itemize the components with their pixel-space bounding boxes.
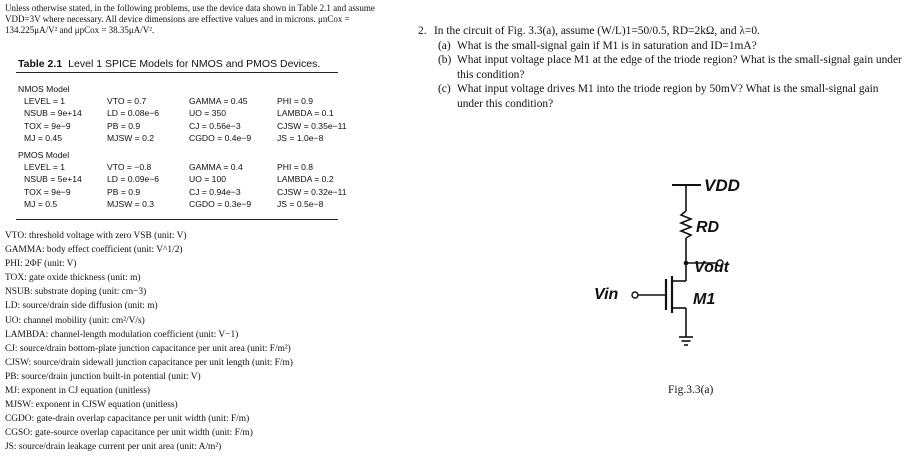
problem-parts: [438, 39, 903, 112]
spice-param: NSUB = 5e+14: [24, 174, 82, 185]
spice-param: MJ = 0.5: [24, 199, 58, 210]
spice-param: LEVEL = 1: [24, 96, 66, 106]
definition-line: PB: source/drain junction built-in potential (unit: V): [5, 371, 201, 382]
definition-line: CGSO: gate-source overlap capacitance per unit width (unit: F/m): [5, 428, 253, 439]
spice-param: CGDO = 0.4e−9: [189, 133, 252, 144]
definition-line: JS: source/drain leakage current per unit area (unit: A/m²): [5, 442, 222, 453]
vout-label: Vout: [694, 259, 729, 276]
table-bottom-rule: [16, 219, 338, 220]
table-number: Table 2.1: [18, 58, 63, 70]
spice-param: NSUB = 9e+14: [24, 108, 82, 119]
definition-line: CGDO: gate-drain overlap capacitance per unit width (unit: F/m): [5, 414, 250, 425]
m1-label: M1: [693, 291, 716, 308]
spice-param: LAMBDA = 0.1: [277, 108, 334, 119]
definition-line: NSUB: substrate doping (unit: cm−3): [5, 287, 147, 298]
spice-param: JS = 0.5e−8: [277, 199, 324, 210]
spice-param: LEVEL = 1: [24, 162, 66, 172]
spice-param: PB = 0.9: [107, 186, 141, 197]
definition-line: VTO: threshold voltage with zero VSB (unit: V): [5, 231, 187, 241]
spice-param: GAMMA = 0.45: [189, 96, 248, 106]
spice-param: CJ = 0.56e−3: [189, 120, 241, 131]
spice-model-table: [18, 84, 348, 219]
part-tag: (c): [438, 83, 451, 96]
spice-param: CGDO = 0.3e−9: [189, 199, 252, 210]
spice-param: PB = 0.9: [107, 120, 141, 131]
definition-line: CJ: source/drain bottom-plate junction capacitance per unit area (unit: F/m²): [5, 343, 291, 354]
spice-param: GAMMA = 0.4: [189, 162, 243, 172]
nmos-model-label: NMOS Model: [18, 84, 70, 94]
definition-line: GAMMA: body effect coefficient (unit: V^1/2): [5, 245, 183, 256]
definition-line: UO: channel mobility (unit: cm²/V/s): [5, 315, 145, 326]
spice-param: UO = 350: [189, 108, 227, 119]
spice-param: LD = 0.08e−6: [107, 108, 160, 119]
problem-number: 2.: [418, 25, 427, 37]
spice-param: PHI = 0.9: [277, 96, 314, 106]
definition-line: LD: source/drain side diffusion (unit: m): [5, 301, 158, 312]
vin-label: Vin: [594, 286, 619, 303]
spice-param: MJSW = 0.3: [107, 199, 155, 210]
spice-param: LD = 0.09e−6: [107, 174, 160, 185]
rd-resistor: [681, 211, 691, 238]
table-title: Level 1 SPICE Models for NMOS and PMOS Devices.: [68, 58, 321, 70]
definition-line: PHI: 2ΦF (unit: V): [5, 259, 77, 270]
part-text: What is the small-signal gain if M1 is in saturation and ID=1mA?: [457, 39, 757, 52]
spice-param: MJ = 0.45: [24, 133, 62, 144]
spice-param: CJ = 0.94e−3: [189, 186, 241, 197]
spice-param: VTO = −0.8: [107, 162, 152, 172]
table-top-rule: [16, 72, 338, 73]
part-tag: (b): [438, 54, 452, 67]
definition-line: LAMBDA: channel-length modulation coefficient (unit: V−1): [5, 329, 239, 340]
figure-caption: Fig.3.3(a): [668, 384, 714, 396]
definition-line: MJSW: exponent in CJSW equation (unitless): [5, 400, 178, 411]
part-text: What input voltage place M1 at the edge of the triode region? What is the small-signal gain under this condition?: [457, 54, 902, 81]
spice-param: JS = 1.0e−8: [277, 133, 324, 144]
definition-line: TOX: gate oxide thickness (unit: m): [5, 273, 141, 284]
spice-param: TOX = 9e−9: [24, 186, 71, 197]
intro-paragraph: Unless otherwise stated, in the following problems, use the device data shown in Table 2.1 and assume VDD=3V where necessary. All device dimensions are effective values and in microns. μnCox = 134.225μA/V² and μpCox = 38.35μA/V².: [5, 3, 375, 35]
vdd-label: VDD: [704, 176, 740, 195]
spice-param: VTO = 0.7: [107, 96, 147, 106]
problem-part: [438, 53, 903, 82]
part-text: What input voltage drives M1 into the triode region by 50mV? What is the small-signal gain under this condition?: [457, 83, 879, 110]
spice-param: MJSW = 0.2: [107, 133, 155, 144]
problem-stem: In the circuit of Fig. 3.3(a), assume (W/L)1=50/0.5, RD=2kΩ, and λ=0.: [434, 25, 760, 37]
definition-line: MJ: exponent in CJ equation (unitless): [5, 386, 151, 397]
spice-param: CJSW = 0.32e−11: [277, 186, 347, 197]
vin-terminal: [632, 292, 638, 298]
problem-part: [438, 39, 903, 54]
spice-param: TOX = 9e−9: [24, 120, 71, 131]
circuit-diagram: [590, 165, 740, 365]
pmos-model-label: PMOS Model: [18, 150, 70, 160]
problem-part: [438, 82, 903, 111]
table-caption: [18, 58, 320, 70]
part-tag: (a): [438, 39, 451, 52]
rd-label: RD: [696, 219, 720, 236]
spice-param: UO = 100: [189, 174, 227, 185]
spice-param: CJSW = 0.35e−11: [277, 120, 347, 131]
definition-line: CJSW: source/drain sidewall junction capacitance per unit length (unit: F/m): [5, 357, 293, 368]
spice-param: LAMBDA = 0.2: [277, 174, 334, 185]
spice-param: PHI = 0.8: [277, 162, 314, 172]
parameter-definitions: [5, 229, 400, 455]
